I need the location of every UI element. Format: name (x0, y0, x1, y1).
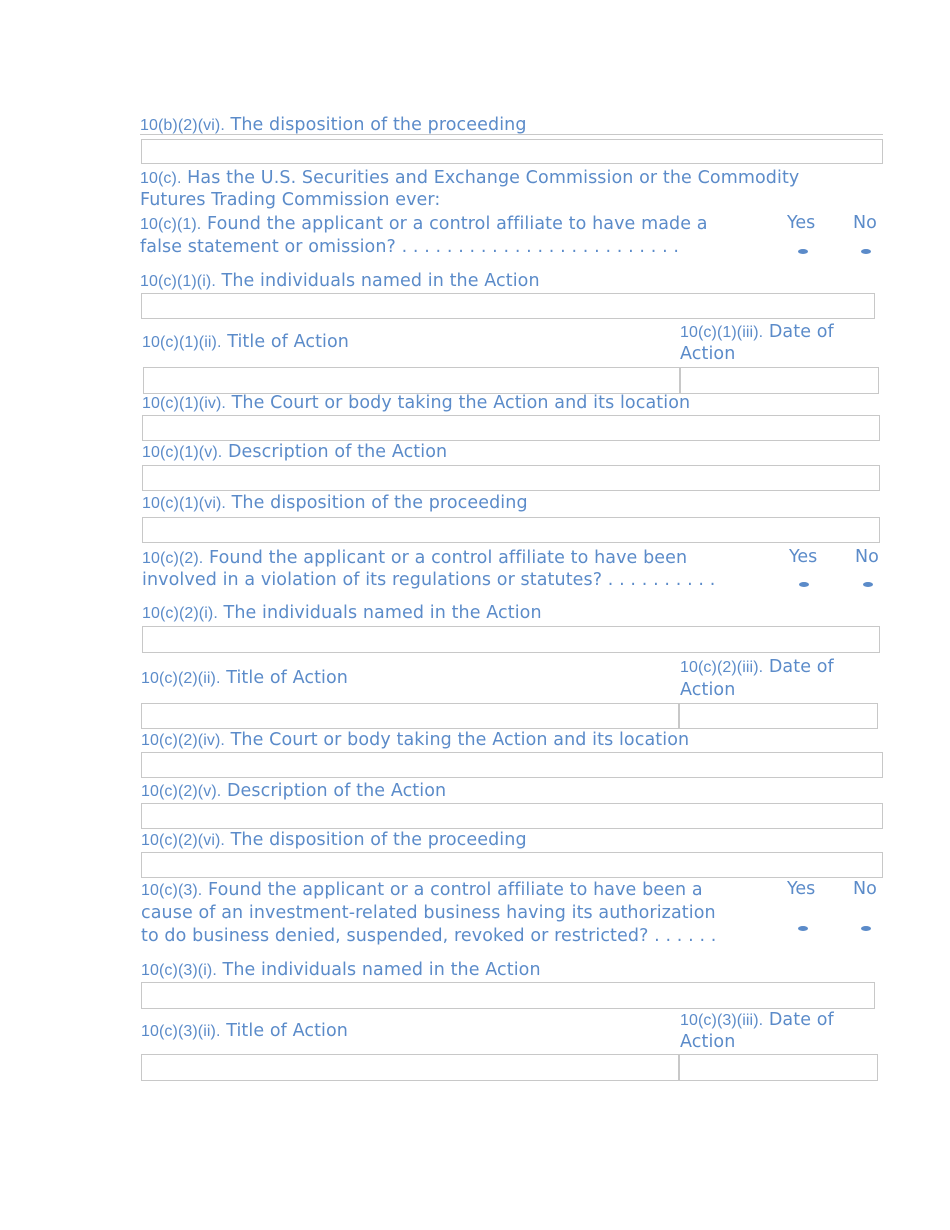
text-10c2v: Description of the Action (221, 781, 447, 801)
text-10c2ii: Title of Action (220, 668, 348, 688)
label-10c2iv (141, 729, 689, 752)
court-field-10c2[interactable] (141, 752, 883, 778)
title-field-10c2[interactable] (141, 703, 679, 729)
text-10c2vi: The disposition of the proceeding (224, 830, 527, 850)
code-10c3: 10(c)(3). (141, 882, 203, 899)
text-10c3iii-line2: Action (680, 1032, 736, 1052)
text-10c1iv: The Court or body taking the Action and its location (225, 393, 691, 413)
text-10b2vi: The disposition of the proceeding (224, 115, 527, 135)
label-10c1iii (680, 321, 834, 344)
text-10c3-line2: cause of an investment-related business having its authorization (141, 903, 716, 923)
label-10c3ii (141, 1020, 348, 1043)
date-field-10c1[interactable] (680, 367, 879, 394)
description-field-10c1[interactable] (142, 465, 880, 491)
label-10c2v (141, 780, 446, 803)
text-10c3ii: Title of Action (220, 1021, 348, 1041)
no-label-10c2: No (855, 547, 879, 567)
yes-label-10c1: Yes (787, 213, 816, 233)
individuals-field-10c1[interactable] (141, 293, 875, 319)
code-10c1vi: 10(c)(1)(vi). (142, 495, 226, 512)
label-10c2 (142, 547, 687, 570)
code-10c1iii: 10(c)(1)(iii). (680, 324, 764, 341)
individuals-field-10c3[interactable] (141, 982, 875, 1009)
text-10c2iii-line1: Date of (763, 657, 834, 677)
text-10c2-line1: Found the applicant or a control affiliate to have been (203, 548, 688, 568)
disposition-field-10c1[interactable] (142, 517, 880, 543)
label-10c1vi (142, 492, 528, 515)
label-10c3iii (680, 1009, 834, 1032)
court-field-10c1[interactable] (142, 415, 880, 441)
no-label-10c1: No (853, 213, 877, 233)
text-10c1-line2: false statement or omission? . . . . . . . . . . . . . . . . . . . . . . . . . (140, 237, 680, 257)
text-10c1-line1: Found the applicant or a control affiliate to have made a (201, 214, 708, 234)
yes-label-10c2: Yes (789, 547, 818, 567)
code-10c3i: 10(c)(3)(i). (141, 962, 217, 979)
radio-yes-10c3[interactable] (798, 926, 808, 931)
code-10c1ii: 10(c)(1)(ii). (142, 334, 222, 351)
label-10c1v (142, 441, 447, 464)
label-10c1 (140, 213, 708, 236)
text-10c3i: The individuals named in the Action (216, 960, 541, 980)
text-10c3iii-line1: Date of (763, 1010, 834, 1030)
code-10c3ii: 10(c)(3)(ii). (141, 1023, 221, 1040)
title-field-10c1[interactable] (143, 367, 680, 394)
yes-label-10c3: Yes (787, 879, 816, 899)
divider (140, 134, 883, 135)
disposition-field-10b2vi[interactable] (141, 139, 883, 164)
code-10c2i: 10(c)(2)(i). (142, 605, 218, 622)
text-10c1iii-line2: Action (680, 344, 736, 364)
individuals-field-10c2[interactable] (142, 626, 880, 653)
code-10c3iii: 10(c)(3)(iii). (680, 1012, 764, 1029)
code-10c1i: 10(c)(1)(i). (140, 273, 216, 290)
code-10b2vi: 10(b)(2)(vi). (140, 117, 225, 134)
label-10c1iv (142, 392, 690, 415)
code-10c1: 10(c)(1). (140, 216, 202, 233)
description-field-10c2[interactable] (141, 803, 883, 829)
radio-yes-10c2[interactable] (799, 582, 809, 587)
text-10c2iii-line2: Action (680, 680, 736, 700)
code-10c2ii: 10(c)(2)(ii). (141, 670, 221, 687)
code-10c: 10(c). (140, 170, 182, 187)
text-10c1vi: The disposition of the proceeding (225, 493, 528, 513)
label-10c1i (140, 270, 540, 293)
title-field-10c3[interactable] (141, 1054, 679, 1081)
code-10c2vi: 10(c)(2)(vi). (141, 832, 225, 849)
radio-no-10c2[interactable] (863, 582, 873, 587)
radio-yes-10c1[interactable] (798, 249, 808, 254)
text-10c2-line2: involved in a violation of its regulations or statutes? . . . . . . . . . . (142, 570, 716, 590)
text-10c3-line3: to do business denied, suspended, revoked or restricted? . . . . . . (141, 926, 717, 946)
code-10c2iv: 10(c)(2)(iv). (141, 732, 225, 749)
text-10c1i: The individuals named in the Action (215, 271, 540, 291)
code-10c1iv: 10(c)(1)(iv). (142, 395, 226, 412)
label-10c3i (141, 959, 541, 982)
text-10c1v: Description of the Action (222, 442, 448, 462)
date-field-10c2[interactable] (679, 703, 878, 729)
disposition-field-10c2[interactable] (141, 852, 883, 878)
text-10c1ii: Title of Action (221, 332, 349, 352)
text-10c-line1: Has the U.S. Securities and Exchange Commission or the Commodity (181, 168, 800, 188)
radio-no-10c3[interactable] (861, 926, 871, 931)
text-10c-line2: Futures Trading Commission ever: (140, 190, 441, 210)
code-10c2iii: 10(c)(2)(iii). (680, 659, 764, 676)
radio-no-10c1[interactable] (861, 249, 871, 254)
label-10c3 (141, 879, 703, 902)
code-10c2v: 10(c)(2)(v). (141, 783, 222, 800)
label-10c2iii (680, 656, 834, 679)
label-10c (140, 167, 799, 190)
code-10c2: 10(c)(2). (142, 550, 204, 567)
text-10c1iii-line1: Date of (763, 322, 834, 342)
text-10c2iv: The Court or body taking the Action and its location (224, 730, 690, 750)
no-label-10c3: No (853, 879, 877, 899)
text-10c2i: The individuals named in the Action (217, 603, 542, 623)
text-10c3-line1: Found the applicant or a control affiliate to have been a (202, 880, 703, 900)
label-10c2vi (141, 829, 527, 852)
label-10c1ii (142, 331, 349, 354)
label-10c2ii (141, 667, 348, 690)
label-10c2i (142, 602, 542, 625)
date-field-10c3[interactable] (679, 1054, 878, 1081)
code-10c1v: 10(c)(1)(v). (142, 444, 223, 461)
